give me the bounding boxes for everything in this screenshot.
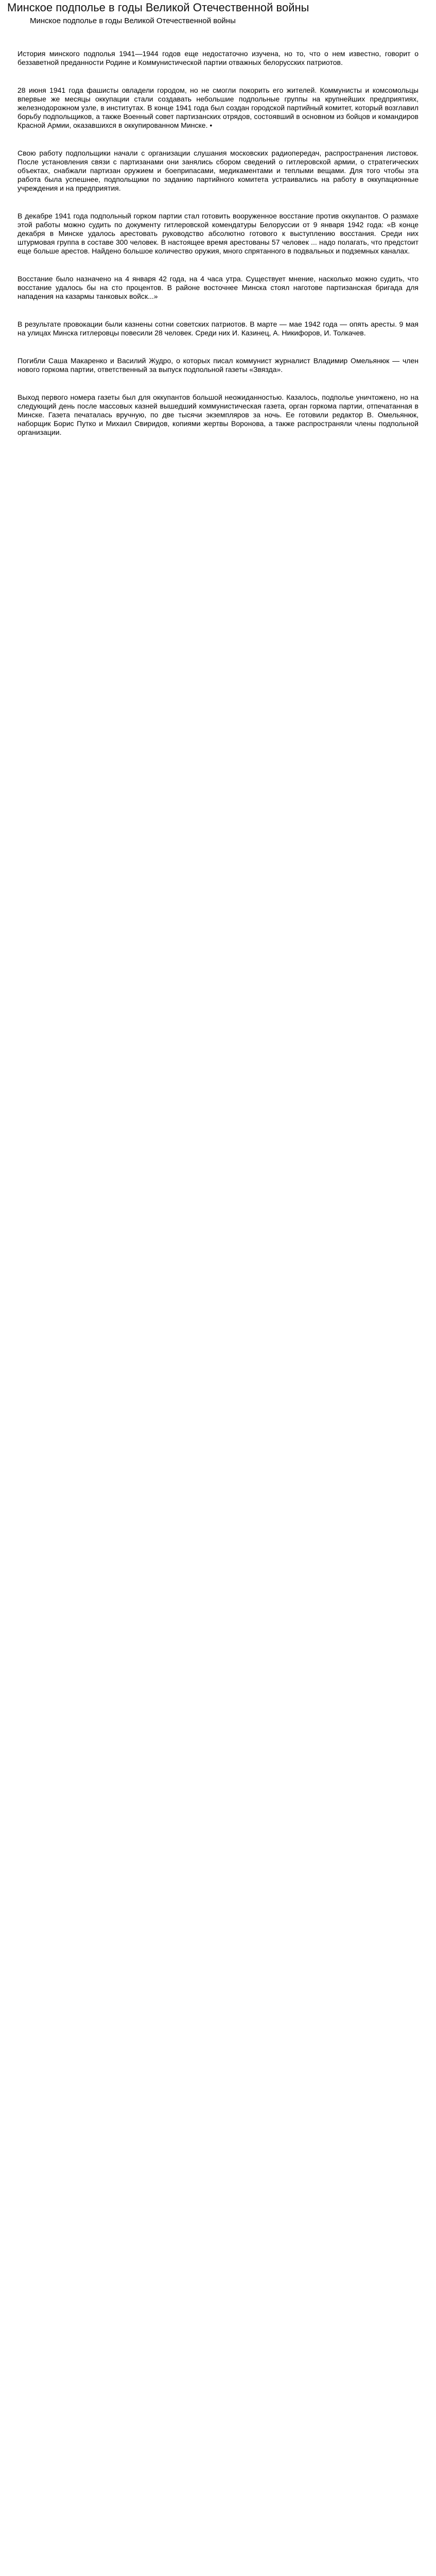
article-body <box>7 49 429 437</box>
page-title: Минское подполье в годы Великой Отечественной войны <box>7 1 309 14</box>
paragraph: История минского подполья 1941—1944 годов еще недостаточно изучена, но то, что о нем известно, говорит о беззаветной преданности Родине и Коммунистической партии отважных белорусских патриотов. <box>18 49 418 66</box>
paragraph: 28 июня 1941 года фашисты овладели городом, но не смогли покорить его жителей. Коммунисты и комсомольцы впервые же месяцы оккупации стали создавать небольшие подпольные группы на крупнейших предприятиях, железнодорожном узле, в институтах. В конце 1941 года был создан городской партийный комитет, который возглавил борьбу подпольщиков, а также Военный совет партизанских отрядов, состоявший в основном из бойцов и командиров Красной Армии, оказавшихся в оккупированном Минске. • <box>18 86 418 129</box>
paragraph: В результате провокации были казнены сотни советских патриотов. В марте — мае 1942 года — опять аресты. 9 мая на улицах Минска гитлеровцы повесили 28 человек. Среди них И. Казинец, А. Никифоров, И. Толкачев. <box>18 320 418 337</box>
page <box>0 0 436 437</box>
paragraph: В декабре 1941 года подпольный горком партии стал готовить вооруженное восстание против оккупантов. О размахе этой работы можно судить по документу гитлеровской комендатуры Белоруссии от 9 января 1942 года: «В конце декабря в Минске удалось арестовать руководство абсолютно готового к выступлению восстания. Среди них штурмовая группа в составе 300 человек. В настоящее время арестованы 57 человек ... надо полагать, что предстоит еще больше арестов. Найдено большое количество оружия, много спрятанного в подвальных и подземных каналах. <box>18 212 418 255</box>
paragraph: Свою работу подпольщики начали с организации слушания московских радиопередач, распространения листовок. После установления связи с партизанами они занялись сбором сведений о гитлеровской армии, о стратегических объектах, снабжали партизан оружием и боеприпасами, медикаментами и теплыми вещами. Для того чтобы эта работа была успешнее, подпольщики по заданию партийного комитета устраивались на работу в оккупационные учреждения и на предприятия. <box>18 149 418 192</box>
page-header <box>7 0 429 26</box>
paragraph: Погибли Саша Макаренко и Василий Жудро, о которых писал коммунист журналист Владимир Омельянюк — член нового горкома партии, ответственный за выпуск подпольной газеты «Звязда». <box>18 357 418 374</box>
paragraph: Восстание было назначено на 4 января 42 года, на 4 часа утра. Существует мнение, насколько можно судить, что восстание удалось бы на сто процентов. В районе восточнее Минска стоял наготове партизанская бригада для нападения на казармы танковых войск...» <box>18 275 418 300</box>
paragraph: Выход первого номера газеты был для оккупантов большой неожиданностью. Казалось, подполье уничтожено, но на следующий день после массовых казней вышедший коммунистическая газета, орган горкома партии, отпечатанная в Минске. Газета печаталась вручную, по две тысячи экземпляров за ночь. Ее готовили редактор В. Омельянюк, наборщик Борис Путко и Михаил Свиридов, копиями жертвы Воронова, а также распространяли члены подпольной организации. <box>18 393 418 436</box>
page-subtitle: Минское подполье в годы Великой Отечественной войны <box>30 16 236 25</box>
